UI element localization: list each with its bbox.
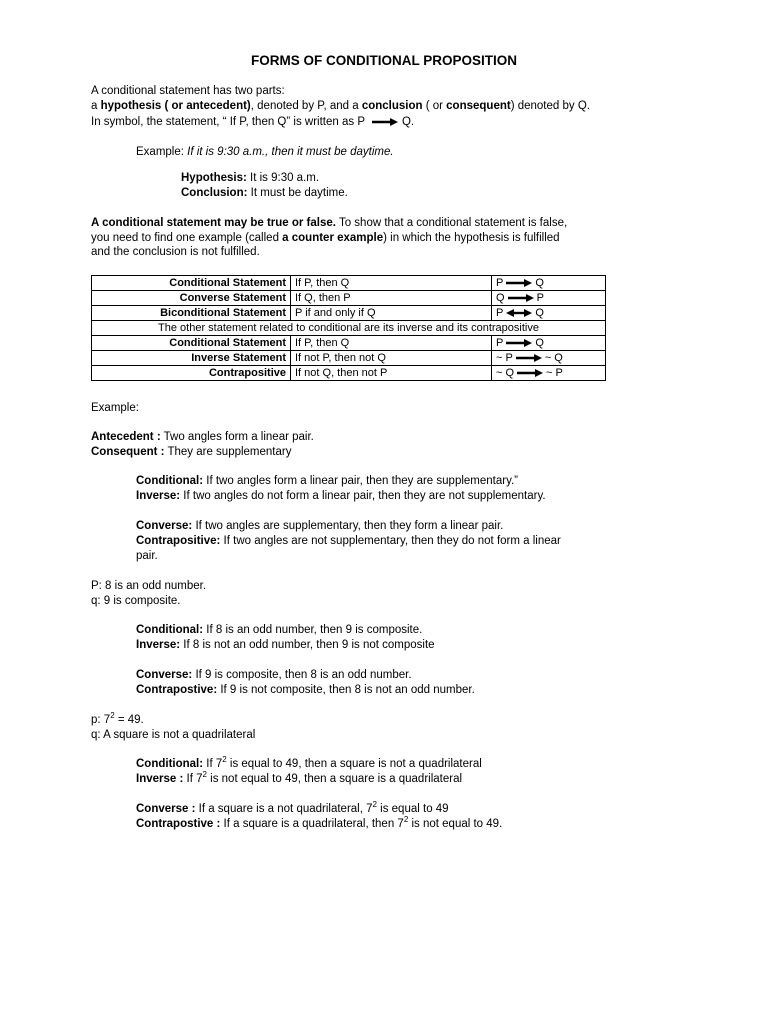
example-1: Example: If it is 9:30 a.m., then it must be daytime. <box>136 146 394 158</box>
ex2-converse: Converse: If two angles are supplementary, then they form a linear pair. <box>136 520 504 532</box>
statement-name: Conditional Statement <box>92 336 291 351</box>
statement-form: If not P, then not Q <box>291 351 492 366</box>
truth-line-3: and the conclusion is not fulfilled. <box>91 246 260 258</box>
truth-line-2: you need to find one example (called a counter example) in which the hypothesis is fulfilled <box>91 232 560 244</box>
example-2-label: Example: <box>91 402 139 414</box>
example-1-hypothesis: Hypothesis: It is 9:30 a.m. <box>181 172 320 184</box>
consequent: Consequent : They are supplementary <box>91 446 292 458</box>
statement-form: If not Q, then not P <box>291 366 492 381</box>
statement-form: P if and only if Q <box>291 306 492 321</box>
antecedent: Antecedent : Two angles form a linear pair. <box>91 431 314 443</box>
statement-form: If P, then Q <box>291 276 492 291</box>
ex4-conditional: Conditional: If $7^2$ is equal to 49, then a square is not a quadrilateral <box>136 755 482 770</box>
table-row <box>92 276 606 291</box>
intro-line-1: A conditional statement has two parts: <box>91 85 285 97</box>
ex4-p: p: $7^2 = 49$. <box>91 711 144 726</box>
table-row <box>92 306 606 321</box>
right-arrow-icon <box>516 354 542 362</box>
statement-form: If P, then Q <box>291 336 492 351</box>
ex3-p: P: 8 is an odd number. <box>91 580 207 592</box>
ex3-converse: Converse: If 9 is composite, then 8 is an odd number. <box>136 669 412 681</box>
ex3-contrapositive: Contrapostive: If 9 is not composite, then 8 is not an odd number. <box>136 684 475 696</box>
ex4-converse: Converse : If a square is a not quadrilateral, $7^2$ is equal to 49 <box>136 800 449 815</box>
statement-name: Contrapositive <box>92 366 291 381</box>
conditional-forms-table <box>91 275 606 381</box>
statement-name: Converse Statement <box>92 291 291 306</box>
ex4-inverse: Inverse : If $7^2$ is not equal to 49, then a square is a quadrilateral <box>136 770 463 785</box>
intro-line-2: a hypothesis ( or antecedent), denoted by P, and a conclusion ( or consequent) denoted by Q. <box>91 100 590 112</box>
statement-name: Biconditional Statement <box>92 306 291 321</box>
ex2-contrapositive-cont: pair. <box>136 550 158 562</box>
ex3-q: q: 9 is composite. <box>91 595 181 607</box>
conclusion-term: conclusion <box>361 100 423 112</box>
table-row <box>92 291 606 306</box>
ex3-conditional: Conditional: If 8 is an odd number, then 9 is composite. <box>136 624 423 636</box>
table-row <box>92 351 606 366</box>
statement-name: Conditional Statement <box>92 276 291 291</box>
truth-line-1: A conditional statement may be true or false. To show that a conditional statement is false, <box>91 217 568 229</box>
ex2-conditional: Conditional: If two angles form a linear pair, then they are supplementary.” <box>136 475 518 487</box>
ex4-q: q: A square is not a quadrilateral <box>91 729 256 741</box>
right-arrow-icon <box>508 294 534 302</box>
intro-line-3: In symbol, the statement, “ If P, then Q” is written as P Q. <box>91 116 415 128</box>
statement-symbol: ~ P ~ Q <box>492 351 606 366</box>
table-note: The other statement related to conditional are its inverse and its contrapositive <box>92 321 606 336</box>
ex2-contrapositive: Contrapositive: If two angles are not supplementary, then they do not form a linear <box>136 535 561 547</box>
consequent-term: consequent <box>446 100 511 112</box>
right-arrow-icon <box>517 369 543 377</box>
example-1-conclusion: Conclusion: It must be daytime. <box>181 187 348 199</box>
table-row <box>92 336 606 351</box>
ex2-inverse: Inverse: If two angles do not form a linear pair, then they are not supplementary. <box>136 490 546 502</box>
statement-symbol: P Q <box>492 306 606 321</box>
table-row <box>92 366 606 381</box>
ex3-inverse: Inverse: If 8 is not an odd number, then 9 is not composite <box>136 639 435 651</box>
statement-symbol: P Q <box>492 336 606 351</box>
double-arrow-icon <box>506 309 532 317</box>
statement-name: Inverse Statement <box>92 351 291 366</box>
right-arrow-icon <box>506 339 532 347</box>
right-arrow-icon <box>372 118 398 126</box>
statement-symbol: P Q <box>492 276 606 291</box>
table-row-note <box>92 321 606 336</box>
statement-symbol: Q P <box>492 291 606 306</box>
statement-symbol: ~ Q ~ P <box>492 366 606 381</box>
hypothesis-term: hypothesis ( or antecedent) <box>100 100 251 112</box>
ex4-contrapositive: Contrapostive : If a square is a quadrilateral, then $7^2$ is not equal to 49. <box>136 815 503 830</box>
page-title: FORMS OF CONDITIONAL PROPOSITION <box>250 53 517 68</box>
statement-form: If Q, then P <box>291 291 492 306</box>
right-arrow-icon <box>506 279 532 287</box>
